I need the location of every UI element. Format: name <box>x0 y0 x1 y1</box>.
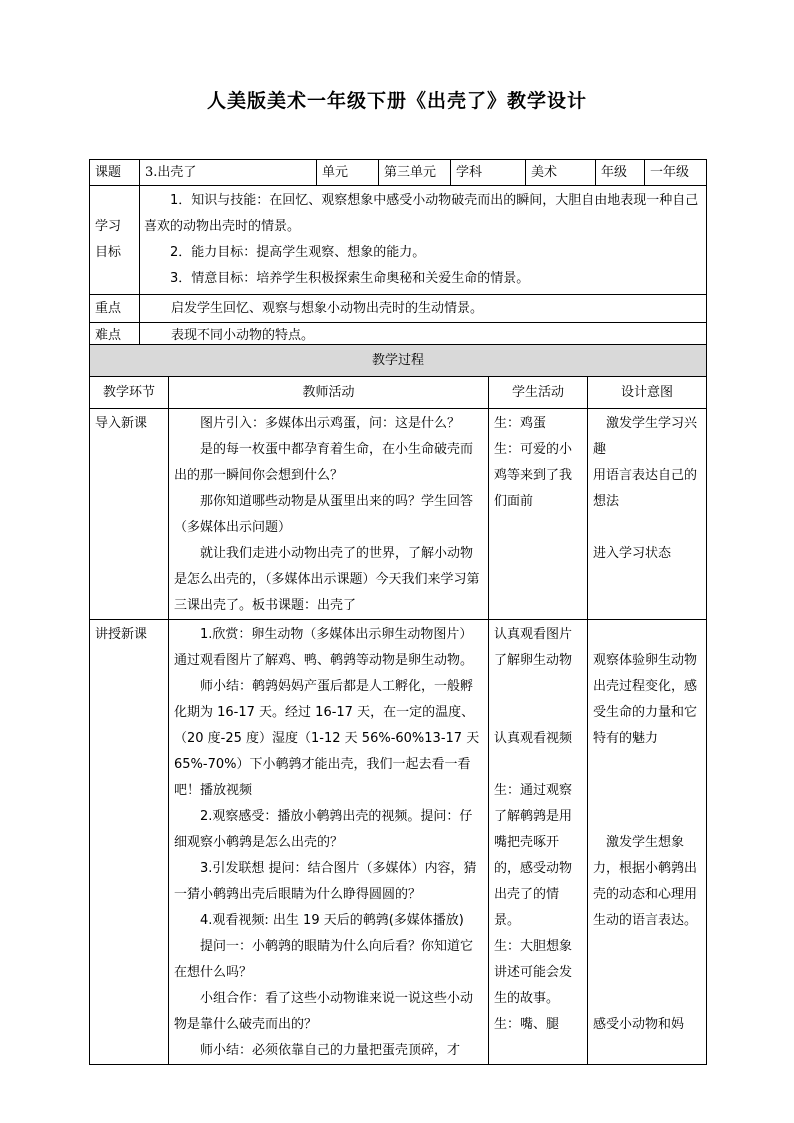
goals-label: 学习 目标 <box>90 186 140 295</box>
intent-intro: 激发学生学习兴趣 用语言表达自己的想法 进入学习状态 <box>588 409 707 620</box>
difficulty-label: 难点 <box>90 323 140 349</box>
info-table <box>89 159 707 349</box>
difficulty-value: 表现不同小动物的特点。 <box>140 323 707 349</box>
header-intent: 设计意图 <box>588 377 707 409</box>
goal-emotion: 3．情意目标：培养学生积极探索生命奥秘和关爱生命的情景。 <box>170 271 530 286</box>
stage-teaching: 讲授新课 <box>90 620 169 1065</box>
unit-value: 第三单元 <box>379 160 451 186</box>
focus-label: 重点 <box>90 295 140 323</box>
student-teaching: 认真观看图片了解卵生动物 认真观看视频 生：通过观察了解鹌鹑是用嘴把壳啄开的，感受动物出壳了的情景。 生：大胆想象讲述可能会发生的故事。 生：嘴、腿 <box>489 620 588 1065</box>
teacher-teaching: 1.欣赏：卵生动物（多媒体出示卵生动物图片）通过观看图片了解鸡、鸭、鹌鹑等动物是卵生动物。 师小结：鹌鹑妈妈产蛋后都是人工孵化，一般孵化期为 16-17 天。经过 16-17 天，在一定的温度、（20 度-25 度）湿度（1-12 天 56%-60%13-17 天 65%-70%）下小鹌鹑才能出壳，我们一起去看一看吧！播放视频 2.观察感受：播放小鹌鹑出壳的视频。提问：仔细观察小鹌鹑是怎么出壳的？ 3.引发联想 提问：结合图片（多媒体）内容，猜一猜小鹌鹑出壳后眼睛为什么睁得圆圆的？ 4.观看视频: 出生 19 天后的鹌鹑(多媒体播放) 提问一：小鹌鹑的眼睛为什么向后看？你知道它在想什么吗？ 小组合作：看了这些小动物谁来说一说这些小动物是靠什么破壳而出的？ 师小结：必须依靠自己的力量把蛋壳顶碎，才 <box>169 620 489 1065</box>
unit-label: 单元 <box>317 160 379 186</box>
goals-content <box>140 186 707 295</box>
subject-label: 学科 <box>451 160 526 186</box>
teacher-intro: 图片引入：多媒体出示鸡蛋，问：这是什么？ 是的每一枚蛋中都孕育着生命，在小生命破壳而出的那一瞬间你会想到什么？ 那你知道哪些动物是从蛋里出来的吗？学生回答（多媒体出示问题） 就让我们走进小动物出壳了的世界，了解小动物是怎么出壳的，（多媒体出示课题）今天我们来学习第三课出壳了。板书课题：出壳了 <box>169 409 489 620</box>
table-row <box>90 409 707 620</box>
header-teacher: 教师活动 <box>169 377 489 409</box>
goal-knowledge: 1．知识与技能：在回忆、观察想象中感受小动物破壳而出的瞬间，大胆自由地表现一种自己喜欢的动物出壳时的情景。 <box>144 193 699 234</box>
header-student: 学生活动 <box>489 377 588 409</box>
process-table <box>89 344 707 1065</box>
student-intro: 生：鸡蛋 生：可爱的小鸡等来到了我们面前 <box>489 409 588 620</box>
page-title: 人美版美术一年级下册《出壳了》教学设计 <box>206 90 587 112</box>
stage-intro: 导入新课 <box>90 409 169 620</box>
table-row <box>90 620 707 1065</box>
header-stage: 教学环节 <box>90 377 169 409</box>
subject-value: 美术 <box>526 160 596 186</box>
grade-label: 年级 <box>596 160 645 186</box>
focus-value: 启发学生回忆、观察与想象小动物出壳时的生动情景。 <box>140 295 707 323</box>
course-label: 课题 <box>90 160 140 186</box>
grade-value: 一年级 <box>645 160 707 186</box>
intent-teaching: 观察体验卵生动物出壳过程变化，感受生命的力量和它特有的魅力 激发学生想象力，根据小鹌鹑出壳的动态和心理用生动的语言表达。 感受小动物和妈 <box>588 620 707 1065</box>
goal-ability: 2．能力目标：提高学生观察、想象的能力。 <box>170 245 426 260</box>
course-value: 3.出壳了 <box>140 160 317 186</box>
process-bar: 教学过程 <box>90 345 707 377</box>
